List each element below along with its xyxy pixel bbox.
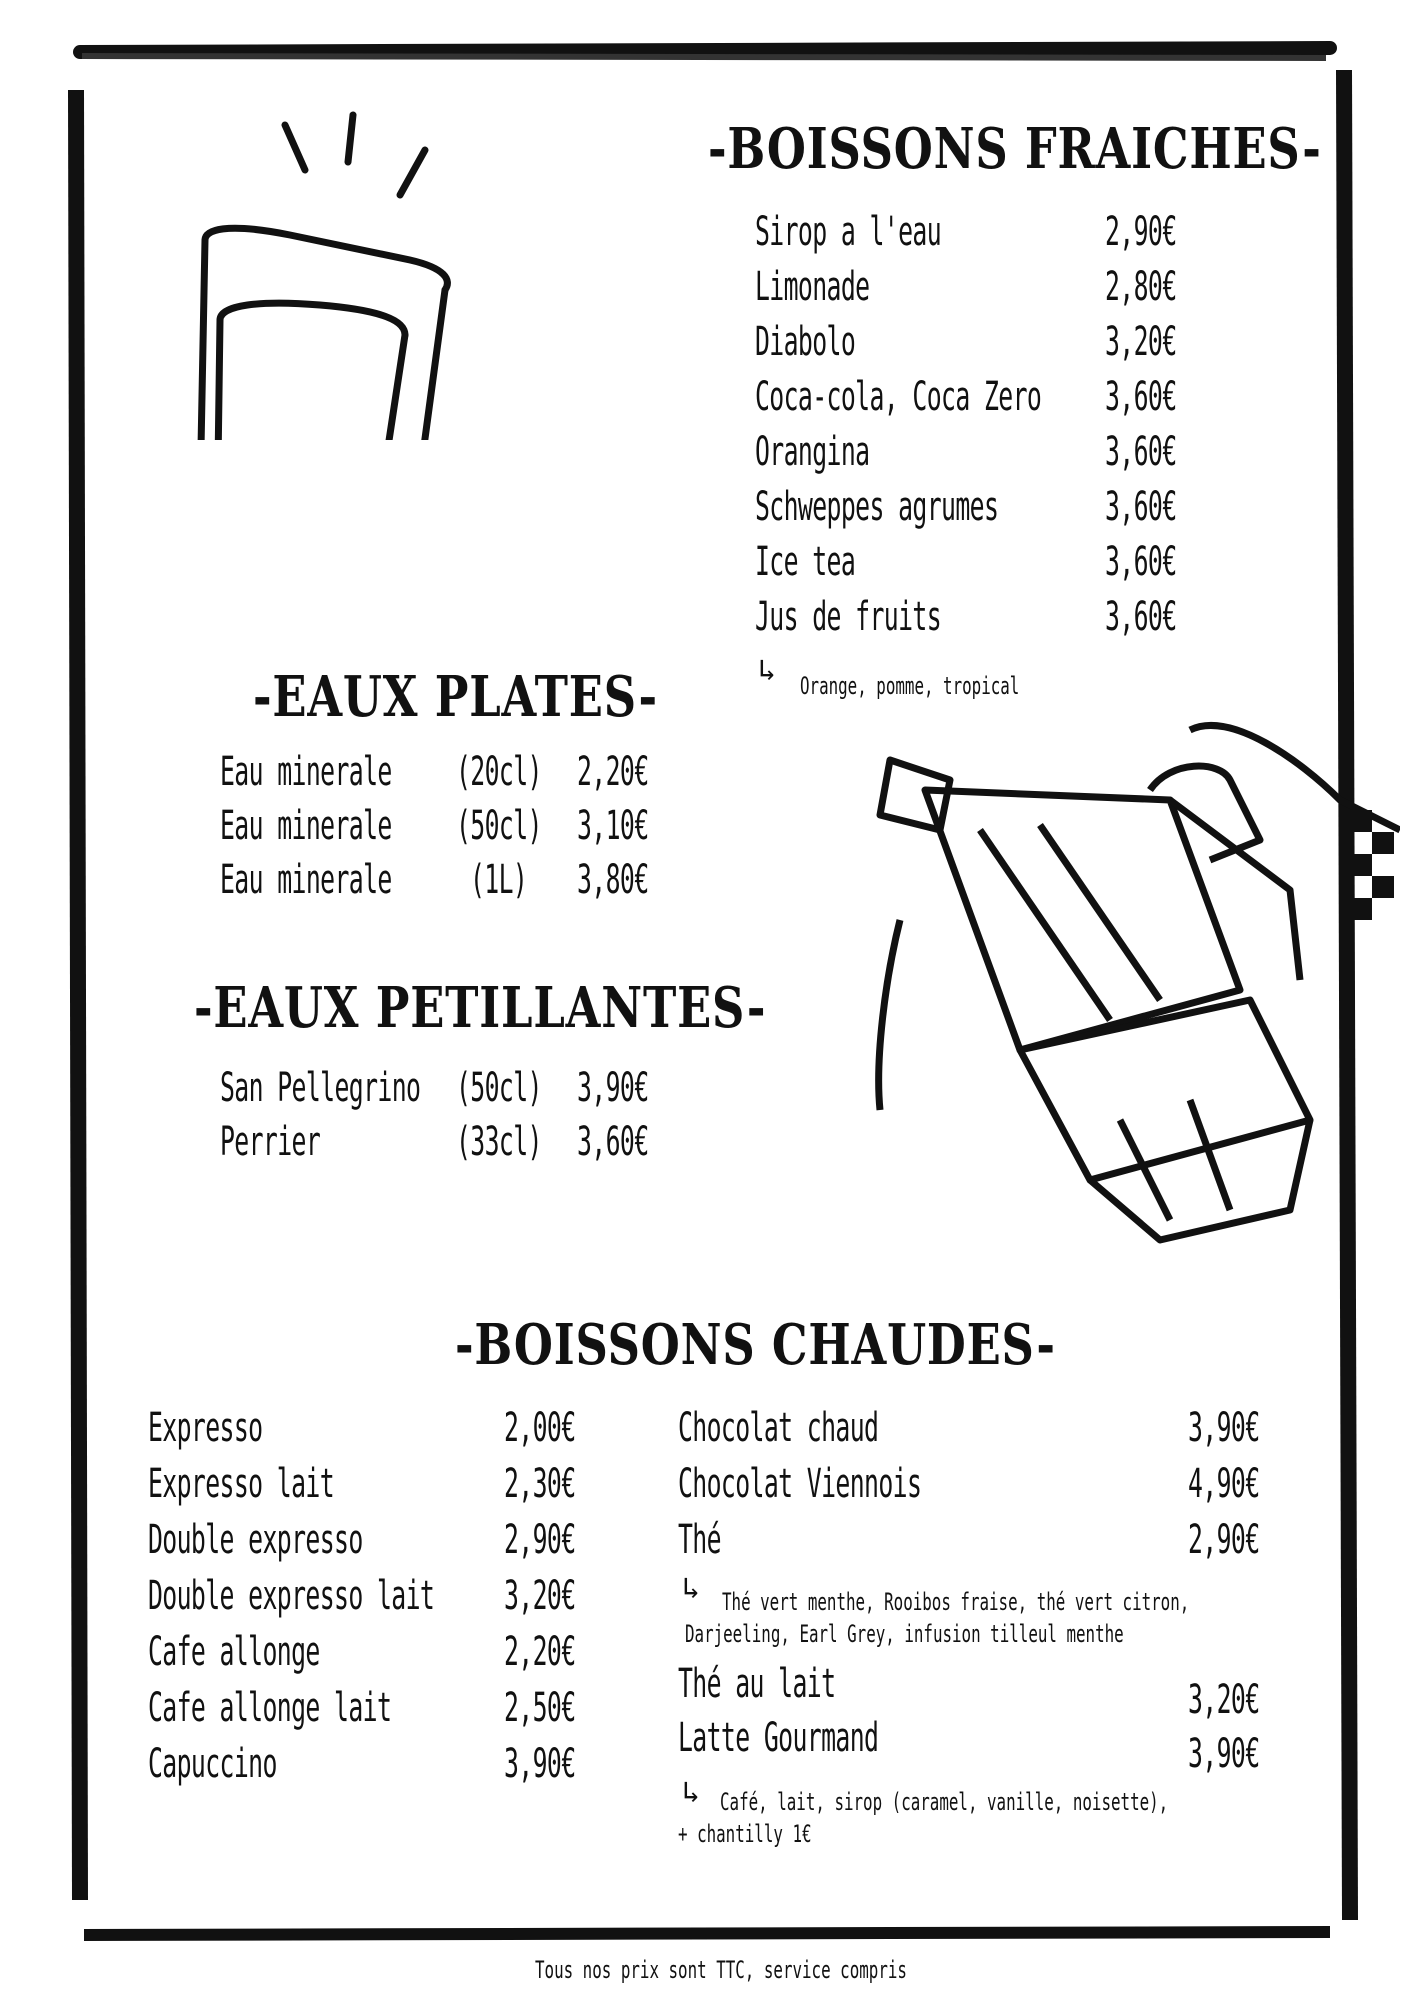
section-title-eaux-plates: -EAUX PLATES-	[253, 664, 658, 730]
drinking-glass-icon	[180, 110, 480, 440]
menu-item-price: 2,90€	[504, 1517, 576, 1563]
menu-item-price: 3,90€	[504, 1741, 576, 1787]
menu-item-price: 3,20€	[504, 1573, 576, 1619]
menu-item-price: 2,30€	[504, 1461, 576, 1507]
menu-item-name: Cafe allonge lait	[148, 1685, 392, 1731]
menu-item-name: Latte Gourmand	[678, 1715, 879, 1761]
menu-item-name: Eau minerale	[220, 749, 392, 795]
footer-note: Tous nos prix sont TTC, service compris	[535, 1956, 907, 1984]
menu-item-name: Diabolo	[755, 319, 856, 365]
menu-item-price: 2,80€	[1105, 264, 1177, 310]
section-title-eaux-petillantes: -EAUX PETILLANTES-	[194, 975, 767, 1041]
menu-item-price: 2,20€	[577, 749, 649, 795]
menu-item-price: 3,10€	[577, 803, 649, 849]
menu-item-name: Sirop a l'eau	[755, 209, 942, 255]
menu-item-name: Eau minerale	[220, 857, 392, 903]
menu-item-name: Ice tea	[755, 539, 856, 585]
menu-item-price: 4,90€	[1188, 1461, 1260, 1507]
menu-item-size: (50cl)	[456, 1065, 542, 1111]
menu-item-name: San Pellegrino	[220, 1065, 421, 1111]
section-title-boissons-chaudes: -BOISSONS CHAUDES-	[455, 1312, 1056, 1378]
menu-item-name: Limonade	[755, 264, 870, 310]
menu-item-size: (1L)	[470, 857, 528, 903]
menu-item-price: 3,90€	[577, 1065, 649, 1111]
down-right-arrow-icon: ↳	[682, 1775, 701, 1810]
down-right-arrow-icon: ↳	[682, 1571, 701, 1606]
down-right-arrow-icon: ↳	[758, 653, 777, 688]
menu-item-price: 3,60€	[577, 1119, 649, 1165]
menu-item-price: 2,50€	[504, 1685, 576, 1731]
section-title-boissons-fraiches: -BOISSONS FRAICHES-	[708, 116, 1322, 182]
menu-item-price: 3,20€	[1105, 319, 1177, 365]
menu-item-price: 3,60€	[1105, 484, 1177, 530]
menu-item-price: 2,90€	[1188, 1517, 1260, 1563]
menu-item-price: 3,60€	[1105, 374, 1177, 420]
menu-item-name: Thé	[678, 1517, 721, 1563]
menu-item-name: Double expresso	[148, 1517, 363, 1563]
menu-item-name: Double expresso lait	[148, 1573, 435, 1619]
menu-item-size: (50cl)	[456, 803, 542, 849]
menu-item-name: Coca-cola, Coca Zero	[755, 374, 1042, 420]
moka-pot-icon	[870, 720, 1400, 1280]
menu-item-size: (20cl)	[456, 749, 542, 795]
menu-item-name: Chocolat chaud	[678, 1405, 879, 1451]
menu-item-name: Orangina	[755, 429, 870, 475]
menu-item-price: 2,90€	[1105, 209, 1177, 255]
the-note-line-2: Darjeeling, Earl Grey, infusion tilleul menthe	[685, 1620, 1124, 1648]
menu-item-price: 3,60€	[1105, 429, 1177, 475]
the-note-line-1: Thé vert menthe, Rooibos fraise, thé vert citron,	[722, 1588, 1190, 1616]
menu-item-price: 3,90€	[1188, 1405, 1260, 1451]
menu-item-price: 3,60€	[1105, 539, 1177, 585]
menu-item-price: 2,20€	[504, 1629, 576, 1675]
menu-item-price: 3,80€	[577, 857, 649, 903]
menu-item-name: Eau minerale	[220, 803, 392, 849]
menu-item-size: (33cl)	[456, 1119, 542, 1165]
menu-item-price: 2,00€	[504, 1405, 576, 1451]
menu-item-price: 3,20€	[1188, 1677, 1260, 1723]
menu-item-name: Capuccino	[148, 1741, 277, 1787]
menu-item-name: Expresso lait	[148, 1461, 335, 1507]
menu-item-price: 3,90€	[1188, 1731, 1260, 1777]
menu-item-name: Schweppes agrumes	[755, 484, 999, 530]
menu-item-name: Chocolat Viennois	[678, 1461, 922, 1507]
latte-note-line-1: Café, lait, sirop (caramel, vanille, noisette),	[720, 1788, 1169, 1816]
menu-item-price: 3,60€	[1105, 594, 1177, 640]
menu-item-name: Perrier	[220, 1119, 321, 1165]
menu-item-name: Jus de fruits	[755, 594, 942, 640]
menu-item-name: Expresso	[148, 1405, 263, 1451]
menu-item-name: Thé au lait	[678, 1661, 836, 1707]
menu-item-name: Cafe allonge	[148, 1629, 320, 1675]
fraiches-note: Orange, pomme, tropical	[800, 672, 1020, 700]
latte-note-line-2: + chantilly 1€	[678, 1820, 812, 1848]
